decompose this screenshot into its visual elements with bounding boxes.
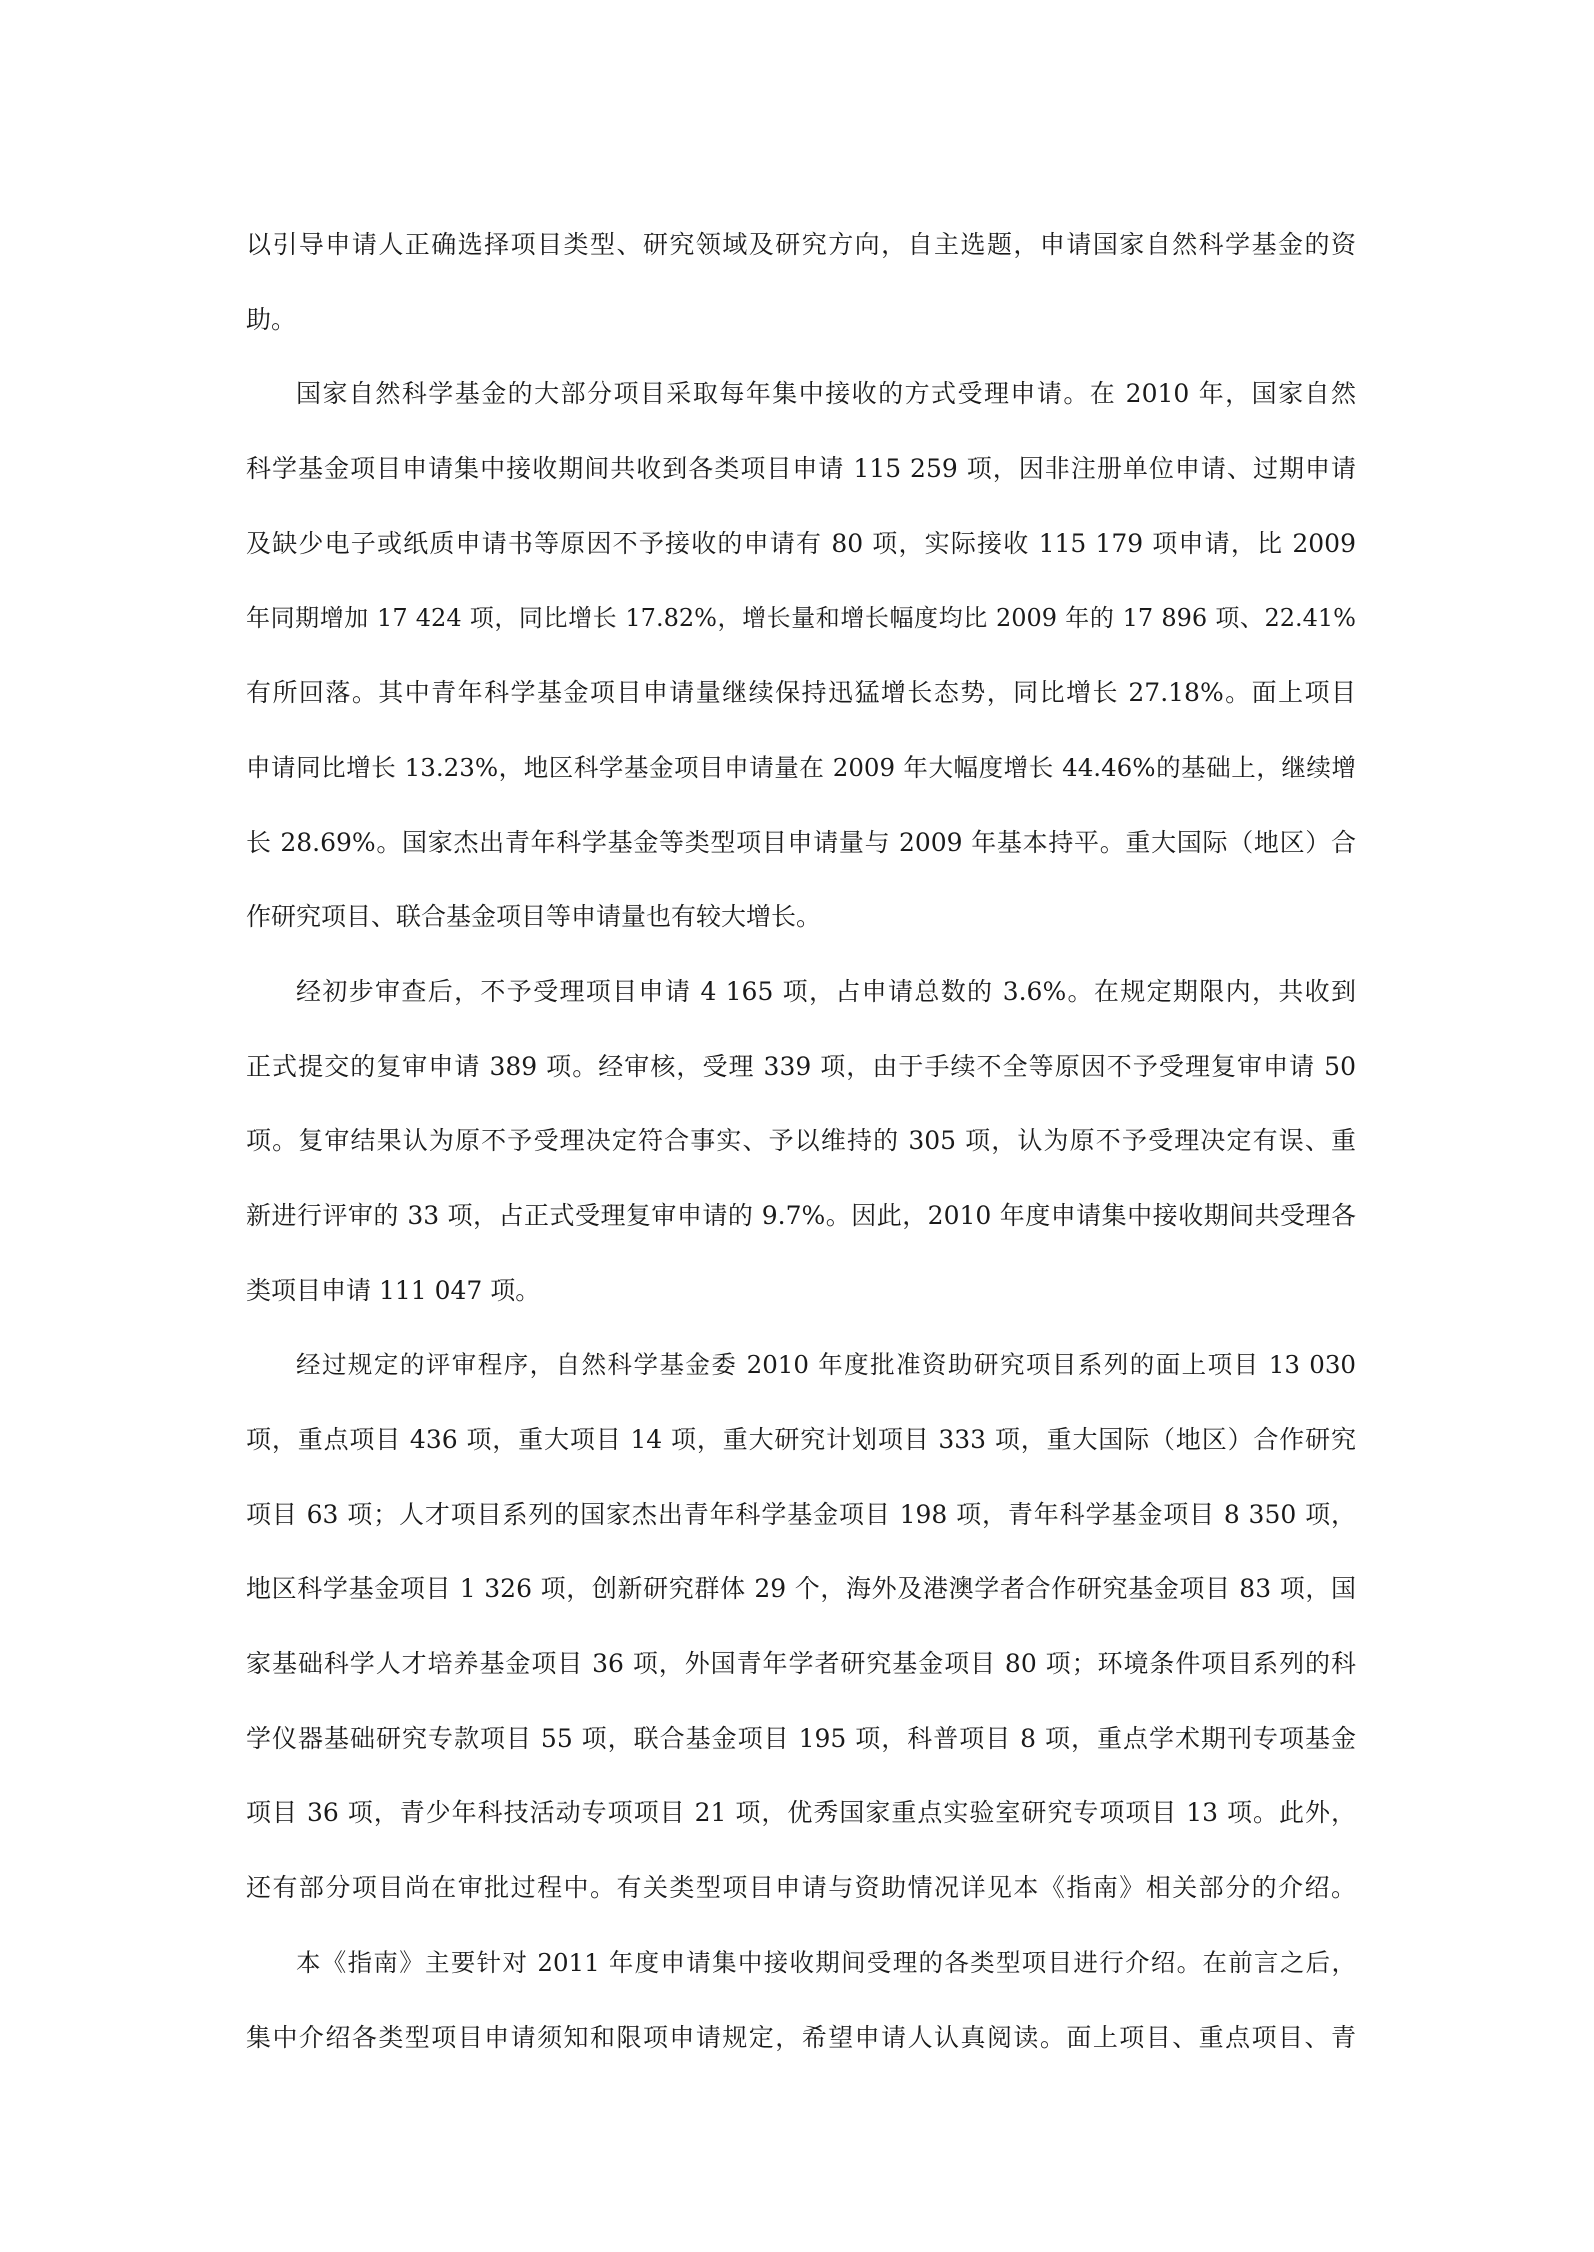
text-line: 地区科学基金项目 1 326 项，创新研究群体 29 个，海外及港澳学者合作研究基金项目 83 项，国 xyxy=(246,1574,1356,1604)
paragraph-start-line: 经过规定的评审程序，自然科学基金委 2010 年度批准资助研究项目系列的面上项目 13 030 xyxy=(296,1350,1356,1380)
text-line: 申请同比增长 13.23%，地区科学基金项目申请量在 2009 年大幅度增长 44.46%的基础上，继续增 xyxy=(246,752,1356,782)
paragraph-start-line: 本《指南》主要针对 2011 年度申请集中接收期间受理的各类型项目进行介绍。在前言之后， xyxy=(296,1947,1356,1977)
text-line: 有所回落。其中青年科学基金项目申请量继续保持迅猛增长态势，同比增长 27.18%。面上项目 xyxy=(246,678,1356,708)
text-line: 还有部分项目尚在审批过程中。有关类型项目申请与资助情况详见本《指南》相关部分的介绍。 xyxy=(246,1873,1356,1903)
text-line: 正式提交的复审申请 389 项。经审核，受理 339 项，由于手续不全等原因不予受理复审申请 50 xyxy=(246,1051,1356,1081)
text-line: 及缺少电子或纸质申请书等原因不予接收的申请有 80 项，实际接收 115 179 项申请，比 2009 xyxy=(246,528,1356,558)
text-line: 科学基金项目申请集中接收期间共收到各类项目申请 115 259 项，因非注册单位申请、过期申请 xyxy=(246,454,1356,484)
text-line: 家基础科学人才培养基金项目 36 项，外国青年学者研究基金项目 80 项；环境条件项目系列的科 xyxy=(246,1649,1356,1679)
paragraph-start-line: 经初步审查后，不予受理项目申请 4 165 项，占申请总数的 3.6%。在规定期限内，共收到 xyxy=(296,976,1356,1006)
text-line: 类项目申请 111 047 项。 xyxy=(246,1275,541,1305)
text-line: 项。复审结果认为原不予受理决定符合事实、予以维持的 305 项，认为原不予受理决定有误、重 xyxy=(246,1126,1356,1156)
text-line: 年同期增加 17 424 项，同比增长 17.82%，增长量和增长幅度均比 2009 年的 17 896 项、22.41% xyxy=(246,604,1356,633)
text-line: 新进行评审的 33 项，占正式受理复审申请的 9.7%。因此，2010 年度申请集中接收期间共受理各 xyxy=(246,1200,1356,1230)
text-line: 作研究项目、联合基金项目等申请量也有较大增长。 xyxy=(246,902,822,932)
text-line: 集中介绍各类型项目申请须知和限项申请规定，希望申请人认真阅读。面上项目、重点项目、青 xyxy=(246,2022,1356,2052)
text-line: 学仪器基础研究专款项目 55 项，联合基金项目 195 项，科普项目 8 项，重点学术期刊专项基金 xyxy=(246,1723,1356,1753)
text-line: 项，重点项目 436 项，重大项目 14 项，重大研究计划项目 333 项，重大国际（地区）合作研究 xyxy=(246,1425,1356,1454)
text-line: 项目 36 项，青少年科技活动专项项目 21 项，优秀国家重点实验室研究专项项目 13 项。此外， xyxy=(246,1798,1356,1828)
text-line: 助。 xyxy=(246,304,297,334)
paragraph-start-line: 国家自然科学基金的大部分项目采取每年集中接收的方式受理申请。在 2010 年，国家自然 xyxy=(296,379,1356,409)
text-line: 长 28.69%。国家杰出青年科学基金等类型项目申请量与 2009 年基本持平。重大国际（地区）合 xyxy=(246,827,1356,857)
text-line: 项目 63 项；人才项目系列的国家杰出青年科学基金项目 198 项，青年科学基金项目 8 350 项， xyxy=(246,1499,1356,1529)
body-text xyxy=(246,208,1356,2075)
text-line: 以引导申请人正确选择项目类型、研究领域及研究方向，自主选题，申请国家自然科学基金的资 xyxy=(246,230,1356,259)
